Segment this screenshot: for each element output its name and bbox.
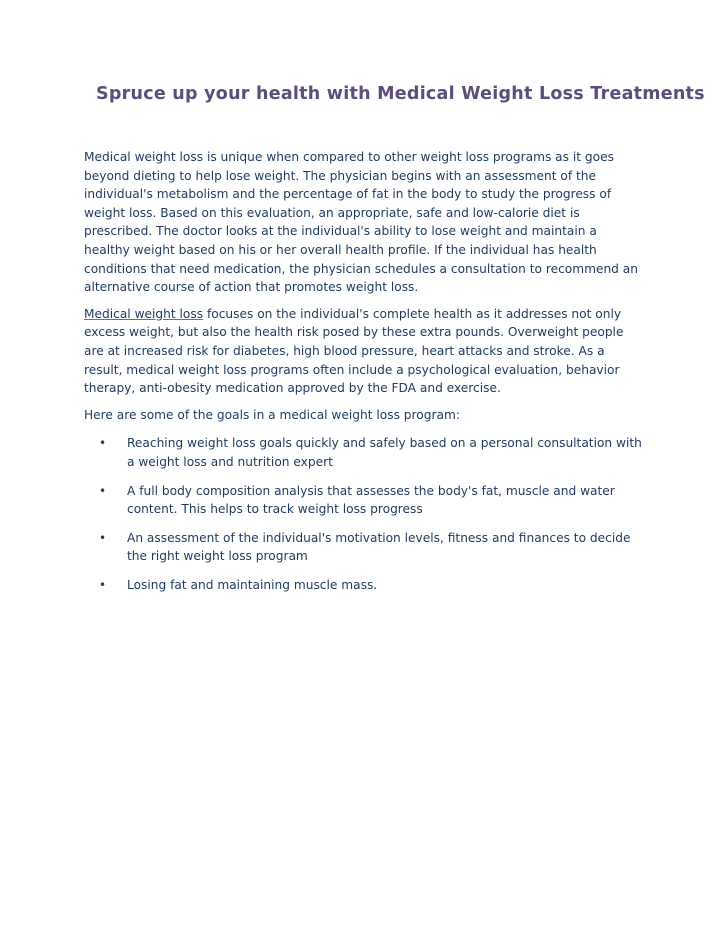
list-item (84, 482, 646, 519)
bullet-icon: • (99, 577, 107, 592)
list-item-text: Losing fat and maintaining muscle mass. (127, 577, 378, 592)
page-title: Spruce up your health with Medical Weight Loss Treatments (96, 84, 705, 104)
list-item (84, 529, 646, 566)
goals-list (84, 434, 646, 594)
paragraph-intro: Medical weight loss is unique when compared to other weight loss programs as it goes beyond dieting to help lose weight. The physician begins with an assessment of the individual's metabolism and the percentage of fat in the body to study the progress of weight loss. Based on this evaluation, an appropriate, safe and low-calorie diet is prescribed. The doctor looks at the individual's ability to lose weight and maintain a healthy weight based on his or her overall health profile. If the individual has health conditions that need medication, the physician schedules a consultation to recommend an alternative course of action that promotes weight loss. (84, 150, 638, 295)
bullet-icon: • (99, 530, 107, 545)
list-item (84, 434, 646, 471)
list-item (84, 576, 646, 595)
bullet-icon: • (99, 436, 107, 451)
paragraph-health (84, 305, 646, 398)
paragraph-health-text: focuses on the individual's complete health as it addresses not only excess weight, but also the health risk posed by these extra pounds. Overweight people are at increased risk for diabetes, high blood pressure, heart attacks and stroke. As a result, medical weight loss programs often include a psychological evaluation, behavior therapy, anti-obesity medication approved by the FDA and exercise. (84, 306, 624, 396)
paragraph-goals-intro: Here are some of the goals in a medical weight loss program: (84, 407, 460, 422)
document-page (84, 0, 705, 604)
bullet-icon: • (99, 483, 107, 498)
list-item-text: An assessment of the individual's motivation levels, fitness and finances to decide the right weight loss program (127, 530, 631, 564)
list-item-text: A full body composition analysis that assesses the body's fat, muscle and water content. This helps to track weight loss progress (127, 483, 615, 517)
medical-weight-loss-link[interactable]: Medical weight loss (84, 306, 204, 321)
list-item-text: Reaching weight loss goals quickly and safely based on a personal consultation with a weight loss and nutrition expert (127, 436, 642, 469)
